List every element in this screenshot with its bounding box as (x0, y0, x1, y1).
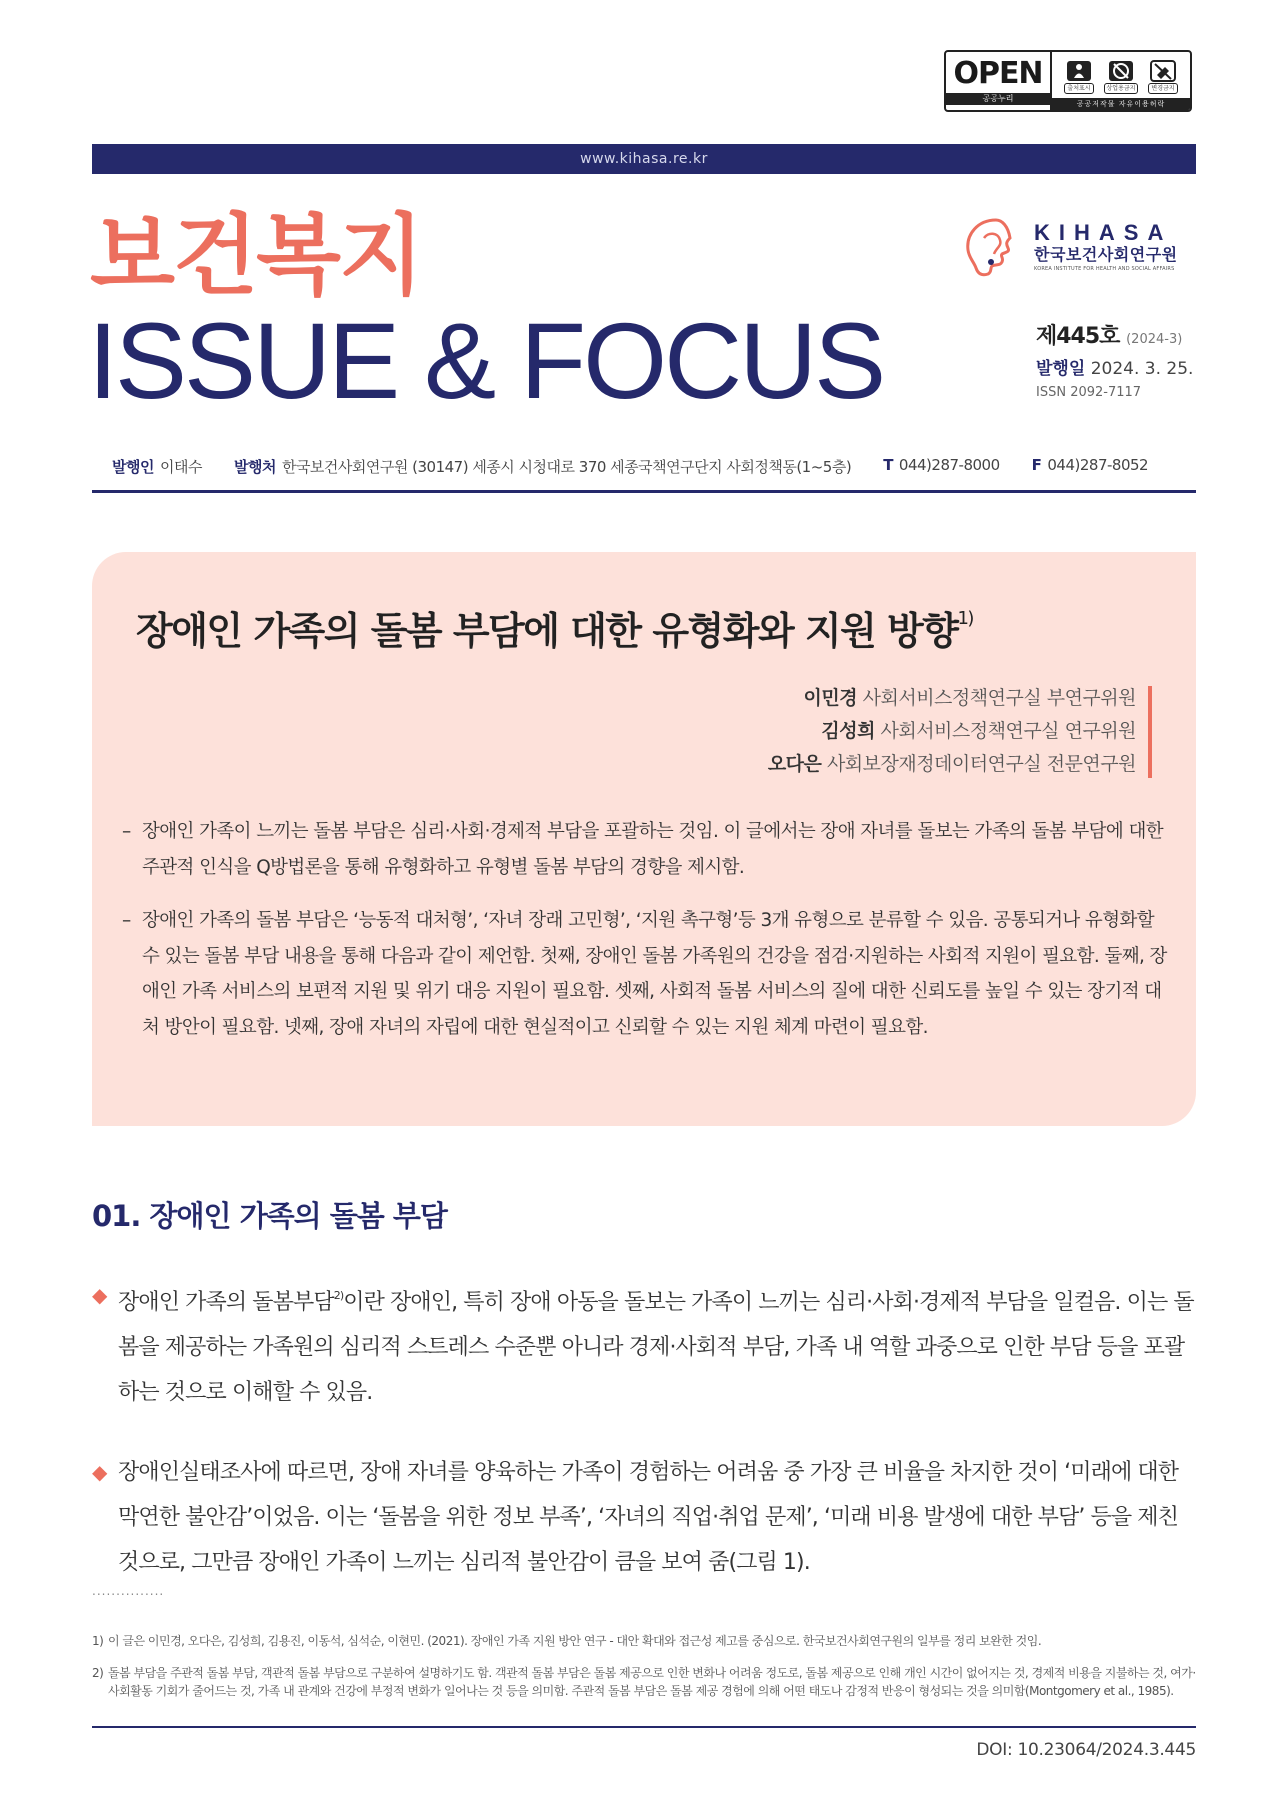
open-license-right (1052, 52, 1190, 110)
kihasa-sub: KOREA INSTITUTE FOR HEALTH AND SOCIAL AFFAIRS (1034, 266, 1175, 272)
url-bar[interactable]: www.kihasa.re.kr (92, 144, 1196, 174)
footnote: 2) 돌봄 부담을 주관적 돌봄 부담, 객관적 돌봄 부담으로 구분하여 설명하기도 함. 객관적 돌봄 부담은 돌봄 제공으로 인한 변화나 어려움 정도로, 돌봄 제공으로 인해 개인 시간이 없어지는 것, 경제적 비용을 지불하는 것, 여가·사회활동 기회가 줄어드는 것, 가족 내 관계와 건강에 부정적 변화가 일어나는 것 등을 의미함. 주관적 돌봄 부담은 돌봄 제공 경험에 의해 어떤 태도나 감정적 반응이 형성되는 것을 의미함(Montgomery et al., 1985). (92, 1666, 1196, 1698)
publisher-line (112, 456, 1202, 477)
open-word: OPEN (953, 56, 1043, 91)
issue-number-paren: (2024-3) (1126, 332, 1183, 347)
fax: F 044)287-8052 (1031, 456, 1149, 474)
issue-date: 발행일 2024. 3. 25. (1036, 359, 1194, 379)
no-derivatives-icon: 변경금지 (1144, 60, 1182, 94)
author-item: 이민경 사회서비스정책연구실 부연구위원 (803, 687, 1136, 709)
footnote: 1) 이 글은 이민경, 오다은, 김성희, 김용진, 이동석, 심석순, 이현민. (2021). 장애인 가족 지원 방안 연구 - 대안 확대와 접근성 제고를 중심으로. 한국보건사회연구원의 일부를 정리 보완한 것임. (92, 1634, 1042, 1648)
body-paragraph: ◆ 장애인 가족의 돌봄부담$^{2)}$이란 장애인, 특히 장애 아동을 돌보는 가족이 느끼는 심리·사회·경제적 부담을 일컬음. 이는 돌봄을 제공하는 가족원의 심리적 스트레스 수준뿐 아니라 경제·사회적 부담, 가족 내 역할 과중으로 인한 부담 등을 포괄하는 것으로 이해할 수 있음. (92, 1273, 1200, 1415)
footnote-separator: ............... (92, 1584, 165, 1598)
issue-issn: ISSN 2092-7117 (1036, 385, 1142, 400)
open-license-icons (1052, 52, 1190, 98)
open-right-sub: 공공저작물 자유이용허락 (1052, 98, 1190, 110)
author-item: 오다은 사회보장재정데이터연구실 전문연구원 (767, 753, 1136, 775)
publisher: 발행인 이태수 (112, 458, 202, 476)
header-rule (92, 490, 1196, 493)
article-title: 장애인 가족의 돌봄 부담에 대한 유형화와 지원 방향$^{1)}$ (136, 608, 973, 653)
summary-list (122, 814, 1168, 1063)
summary-item: – 장애인 가족이 느끼는 돌봄 부담은 심리·사회·경제적 부담을 포괄하는 것임. 이 글에서는 장애 자녀를 돌보는 가족의 돌봄 부담에 대한 주관적 인식을 Q방법론을 통해 유형화하고 유형별 돌봄 부담의 경향을 제시함. (122, 821, 1163, 878)
publishing-office: 발행처 한국보건사회연구원 (30147) 세종시 시청대로 370 세종국책연구단지 사회정책동(1~5층) (233, 458, 852, 476)
body-paragraph: ◆ 장애인실태조사에 따르면, 장애 자녀를 양육하는 가족이 경험하는 어려움 중 가장 큰 비율을 차지한 것이 ‘미래에 대한 막연한 불안감’이었음. 이는 ‘돌봄을 위한 정보 부족’, ‘자녀의 직업·취업 문제’, ‘미래 비용 발생에 대한 부담’ 등을 제친 것으로, 그만큼 장애인 가족이 느끼는 심리적 불안감이 큼을 보여 줌(그림 1). (92, 1450, 1200, 1585)
title-footnote-ref[interactable]: 1) (957, 608, 973, 629)
masthead-title-en: ISSUE & FOCUS (88, 300, 884, 421)
kihasa-text (1034, 221, 1178, 273)
issue-info (1036, 322, 1206, 403)
issue-number: 제445호 (2024-3) (1036, 324, 1183, 349)
author-list (768, 682, 1136, 781)
diamond-bullet-icon: ◆ (92, 1283, 107, 1307)
summary-item: – 장애인 가족의 돌봄 부담은 ‘능동적 대처형’, ‘자녀 장래 고민형’, ‘지원 촉구형’등 3개 유형으로 분류할 수 있음. 공통되거나 유형화할 수 있는 돌봄 부담 내용을 통해 다음과 같이 제언함. 첫째, 장애인 돌봄 가족원의 건강을 점검·지원하는 사회적 지원이 필요함. 둘째, 장애인 가족 서비스의 보편적 지원 및 위기 대응 지원이 필요함. 셋째, 사회적 돌봄 서비스의 질에 대한 신뢰도를 높일 수 있는 장기적 대처 방안이 필요함. 넷째, 장애 자녀의 자립에 대한 현실적이고 신뢰할 수 있는 지원 체계 마련이 필요함. (122, 910, 1167, 1038)
kihasa-head-icon (956, 212, 1026, 282)
doi-link[interactable]: DOI: 10.23064/2024.3.445 (976, 1740, 1196, 1760)
kihasa-ko: 한국보건사회연구원 (1034, 245, 1178, 264)
footer-rule (92, 1726, 1196, 1728)
authors-accent-bar (1148, 686, 1152, 778)
author-item: 김성희 사회서비스정책연구실 연구위원 (821, 720, 1136, 742)
attribution-icon: 출처표시 (1060, 60, 1098, 94)
telephone: T 044)287-8000 (883, 456, 1000, 474)
open-sub-label: 공공누리 (946, 93, 1050, 105)
open-license-left (946, 52, 1052, 110)
footnote-ref[interactable]: 2) (333, 1289, 344, 1302)
section-title: 01. 장애인 가족의 돌봄 부담 (92, 1199, 447, 1233)
masthead-title-ko: 보건복지 (90, 204, 423, 307)
summary-box (92, 552, 1196, 1126)
kihasa-en: KIHASA (1034, 220, 1173, 245)
non-commercial-icon: 상업용금지 (1102, 60, 1140, 94)
open-license-badge (944, 50, 1192, 112)
kihasa-logo (956, 212, 1196, 282)
diamond-bullet-icon: ◆ (92, 1460, 107, 1484)
